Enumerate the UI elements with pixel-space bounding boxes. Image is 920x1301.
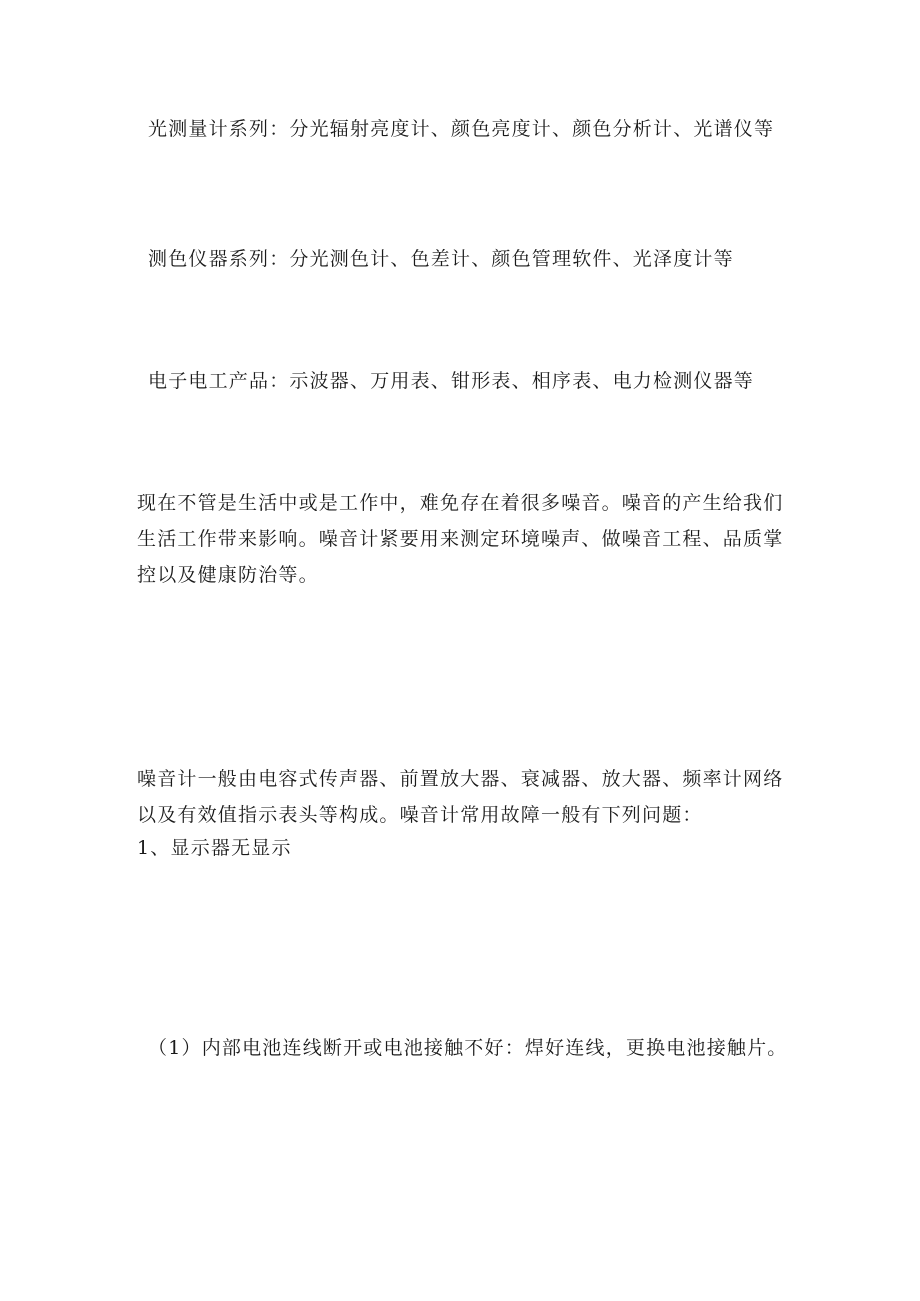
product-line-electronics: 电子电工产品：示波器、万用表、钳形表、相序表、电力检测仪器等 xyxy=(148,370,755,392)
product-line-color-instruments: 测色仪器系列：分光测色计、色差计、颜色管理软件、光泽度计等 xyxy=(148,248,734,270)
intro-paragraph: 现在不管是生活中或是工作中，难免存在着很多噪音。噪音的产生给我们生活工作带来影响。噪音计紧要用来测定环境噪声、做噪音工程、品质掌控以及健康防治等。 xyxy=(137,492,784,586)
fault-sub-item-1: （1）内部电池连线断开或电池接触不好：焊好连线，更换电池接触片。 xyxy=(148,1037,788,1059)
composition-paragraph: 噪音计一般由电容式传声器、前置放大器、衰减器、放大器、频率计网络以及有效值指示表头等构成。噪音计常用故障一般有下列问题： xyxy=(137,768,784,826)
product-line-optical-meters: 光测量计系列：分光辐射亮度计、颜色亮度计、颜色分析计、光谱仪等 xyxy=(148,118,775,140)
fault-item-1: 1、显示器无显示 xyxy=(137,837,292,859)
